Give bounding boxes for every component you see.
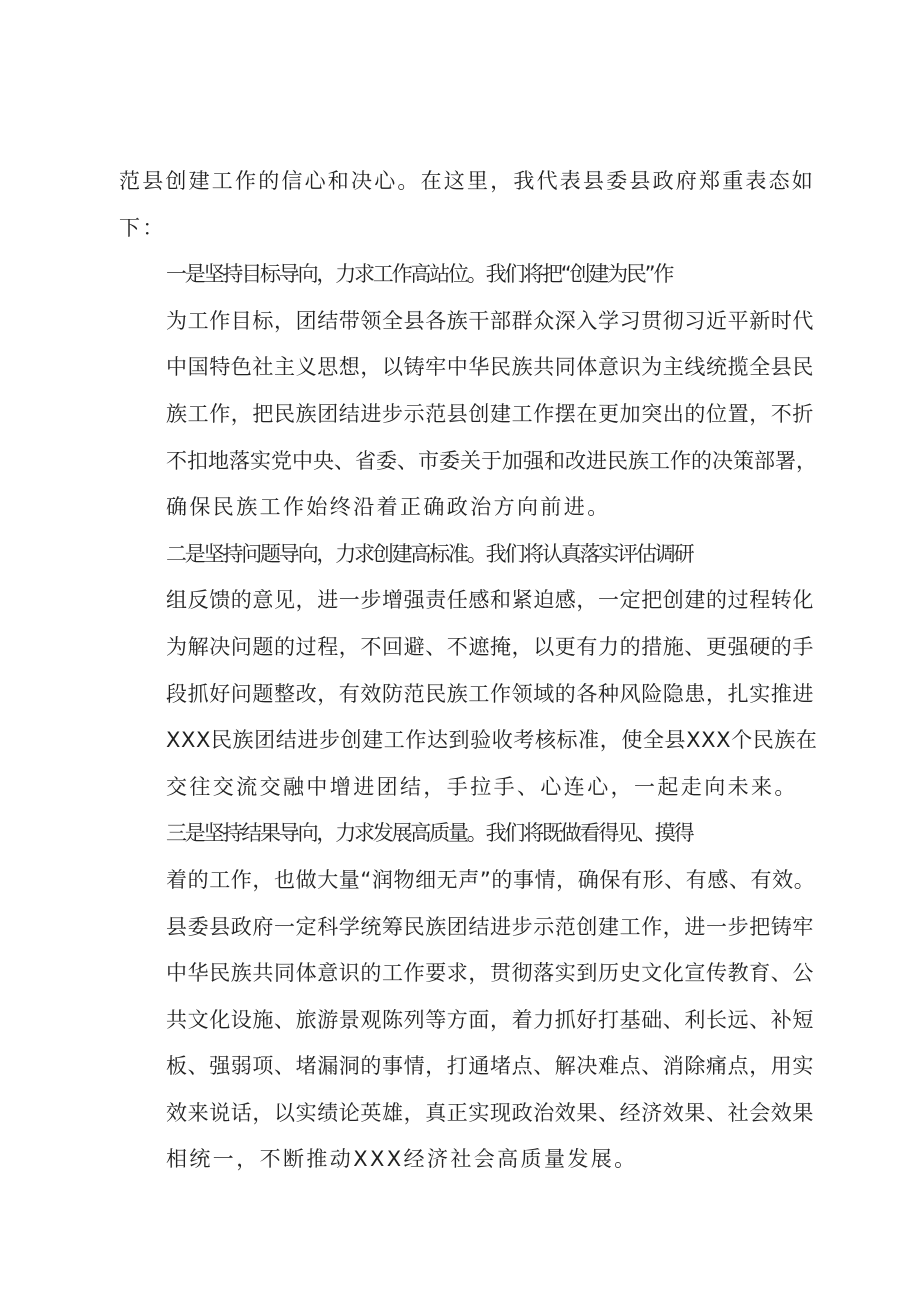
text-line: 段抓好问题整改，有效防范民族工作领域的各种风险隐患，扎实推进 xyxy=(166,681,814,706)
text-line: 板、强弱项、堵漏洞的事情，打通堵点、解决难点、消除痛点，用实 xyxy=(166,1054,814,1079)
text-line: 二是坚持问题导向，力求创建高标准。我们将认真落实评估调研 xyxy=(166,541,693,566)
text-line: 一是坚持目标导向，力求工作高站位。我们将把“创建为民”作 xyxy=(166,262,673,287)
text-line: XXX民族团结进步创建工作达到验收考核标准，使全县XXX个民族在 xyxy=(166,728,818,753)
text-line: 着的工作，也做大量“润物细无声”的事情，确保有形、有感、有效。 xyxy=(166,867,816,892)
text-line: 为工作目标，团结带领全县各族干部群众深入学习贯彻习近平新时代 xyxy=(166,308,814,333)
text-line: 族工作，把民族团结进步示范县创建工作摆在更加突出的位置，不折 xyxy=(166,401,814,426)
text-line: 为解决问题的过程，不回避、不遮掩，以更有力的措施、更强硬的手 xyxy=(166,634,814,659)
text-line: 中国特色社主义思想，以铸牢中华民族共同体意识为主线统揽全县民 xyxy=(166,355,814,380)
paragraph-continuation xyxy=(119,158,819,251)
text-line: 县委县政府一定科学统筹民族团结进步示范创建工作，进一步把铸牢 xyxy=(166,914,814,939)
text-line: 下： xyxy=(119,215,166,240)
text-line: 组反馈的意见，进一步增强责任感和紧迫感，一定把创建的过程转化 xyxy=(166,588,814,613)
text-line: 不扣地落实党中央、省委、市委关于加强和改进民族工作的决策部署， xyxy=(166,448,817,473)
text-line: 效来说话，以实绩论英雄，真正实现政治效果、经济效果、社会效果 xyxy=(166,1100,814,1125)
text-line: 中华民族共同体意识的工作要求，贯彻落实到历史文化宣传教育、公 xyxy=(166,961,814,986)
paragraph-problem-oriented xyxy=(119,531,819,811)
document-body xyxy=(119,158,819,1183)
text-line: 确保民族工作始终沿着正确政治方向前进。 xyxy=(166,495,611,520)
paragraph-result-oriented xyxy=(119,810,819,1183)
text-line: 交往交流交融中增进团结，手拉手、心连心，一起走向未来。 xyxy=(166,774,798,799)
text-line: 范县创建工作的信心和决心。在这里，我代表县委县政府郑重表态如 xyxy=(119,169,815,193)
text-line: 共文化设施、旅游景观陈列等方面，着力抓好打基础、利长远、补短 xyxy=(166,1007,814,1032)
paragraph-goal-oriented xyxy=(119,251,819,531)
text-line: 三是坚持结果导向，力求发展高质量。我们将既做看得见、摸得 xyxy=(166,821,693,846)
text-line: 相统一，不断推动XXX经济社会高质量发展。 xyxy=(166,1147,638,1172)
